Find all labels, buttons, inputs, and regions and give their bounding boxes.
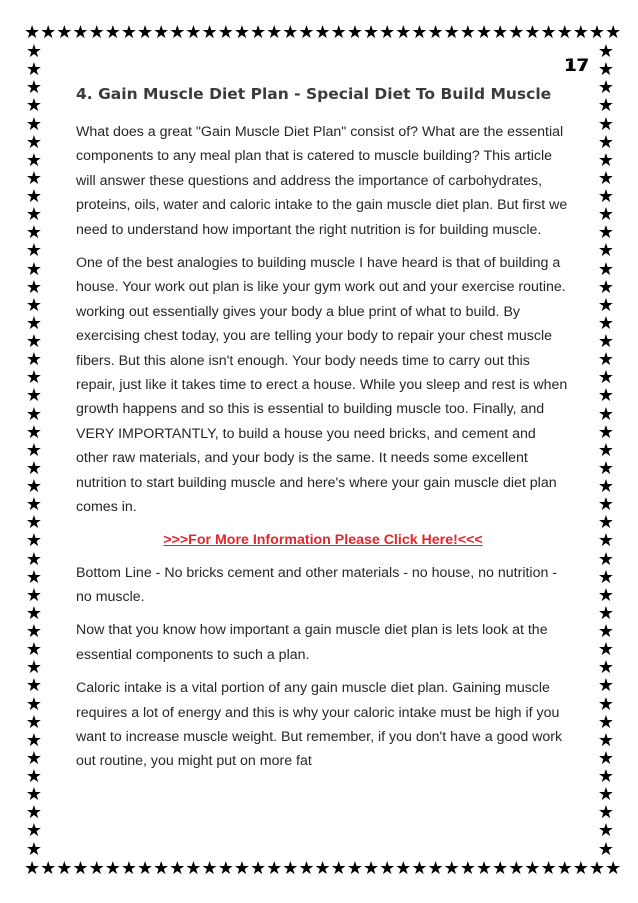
star-icon: ★: [597, 421, 615, 442]
article-body: [76, 80, 570, 783]
star-icon: ★: [597, 95, 615, 116]
star-icon: ★: [25, 802, 43, 823]
star-icon: ★: [597, 530, 615, 551]
star-icon: ★: [266, 22, 283, 42]
star-icon: ★: [597, 602, 615, 623]
star-icon: ★: [475, 858, 493, 878]
star-icon: ★: [597, 711, 615, 732]
star-icon: ★: [597, 331, 615, 351]
star-icon: ★: [379, 858, 396, 878]
star-icon: ★: [572, 22, 589, 42]
star-icon: ★: [25, 494, 43, 515]
star-icon: ★: [588, 22, 606, 42]
star-icon: ★: [572, 858, 589, 878]
star-icon: ★: [597, 747, 615, 768]
star-icon: ★: [25, 167, 43, 188]
star-icon: ★: [362, 858, 380, 878]
star-icon: ★: [233, 858, 250, 878]
star-icon: ★: [597, 494, 615, 515]
star-icon: ★: [597, 657, 615, 678]
star-icon: ★: [25, 421, 43, 442]
star-icon: ★: [492, 858, 509, 878]
star-icon: ★: [25, 294, 43, 315]
star-icon: ★: [314, 22, 331, 42]
star-icon: ★: [597, 186, 615, 206]
star-icon: ★: [597, 838, 615, 859]
star-icon: ★: [25, 439, 43, 460]
page-number: 17: [565, 56, 590, 76]
star-icon: ★: [597, 222, 615, 243]
star-icon: ★: [298, 858, 315, 878]
star-icon: ★: [597, 276, 615, 297]
star-icon: ★: [25, 548, 43, 569]
star-icon: ★: [25, 530, 43, 551]
star-icon: ★: [475, 22, 493, 42]
star-icon: ★: [597, 439, 615, 460]
star-icon: ★: [597, 240, 615, 261]
star-icon: ★: [201, 22, 218, 42]
star-icon: ★: [346, 22, 363, 42]
star-icon: ★: [597, 349, 615, 370]
star-icon: ★: [25, 621, 43, 641]
star-icon: ★: [25, 838, 43, 859]
star-icon: ★: [282, 858, 299, 878]
star-icon: ★: [25, 186, 43, 206]
star-icon: ★: [25, 204, 43, 225]
star-icon: ★: [25, 349, 43, 370]
star-icon: ★: [597, 149, 615, 170]
star-icon: ★: [201, 858, 218, 878]
star-icon: ★: [597, 820, 615, 841]
star-border-right: [596, 42, 616, 858]
star-icon: ★: [25, 457, 43, 478]
star-icon: ★: [556, 858, 573, 878]
paragraph-house-analogy: One of the best analogies to building muscle I have heard is that of building a house. Your work out plan is like your gym work out and your exercise routine. working out essentially gives your body a blue print of what to build. By exercising chest today, you are telling your body to repair your chest muscle fibers. But this alone isn't enough. Your body needs time to carry out this repair, just like it takes time to erect a house. While you sleep and rest is when growth happens and so this is essential to building muscle too. Finally, and VERY IMPORTANTLY, to build a house you need bricks, and cement and other raw materials, and your body is the same. It needs some excellent nutrition to start building muscle and here's where your gain muscle diet plan comes in.: [76, 255, 568, 516]
star-icon: ★: [524, 858, 541, 878]
star-icon: ★: [346, 858, 363, 878]
star-icon: ★: [25, 276, 43, 297]
star-icon: ★: [597, 784, 615, 805]
star-icon: ★: [362, 22, 380, 42]
star-icon: ★: [25, 131, 43, 152]
star-icon: ★: [249, 858, 267, 878]
star-icon: ★: [266, 858, 283, 878]
star-icon: ★: [25, 59, 43, 80]
star-icon: ★: [597, 77, 615, 98]
star-icon: ★: [597, 457, 615, 478]
star-icon: ★: [597, 113, 615, 134]
star-icon: ★: [597, 403, 615, 424]
star-icon: ★: [169, 858, 186, 878]
star-icon: ★: [25, 657, 43, 678]
star-icon: ★: [411, 858, 428, 878]
star-icon: ★: [540, 22, 557, 42]
star-icon: ★: [25, 784, 43, 805]
star-icon: ★: [88, 22, 105, 42]
star-icon: ★: [597, 548, 615, 569]
star-border-top: [24, 22, 622, 42]
star-icon: ★: [605, 858, 622, 878]
star-icon: ★: [556, 22, 573, 42]
star-icon: ★: [508, 22, 525, 42]
star-icon: ★: [25, 584, 43, 605]
star-icon: ★: [25, 639, 43, 660]
star-icon: ★: [597, 675, 615, 696]
star-icon: ★: [25, 476, 43, 496]
star-icon: ★: [136, 22, 154, 42]
star-icon: ★: [588, 858, 606, 878]
star-icon: ★: [597, 385, 615, 406]
star-icon: ★: [427, 858, 444, 878]
star-icon: ★: [597, 294, 615, 315]
star-icon: ★: [459, 22, 476, 42]
star-icon: ★: [217, 858, 234, 878]
star-icon: ★: [443, 22, 460, 42]
star-icon: ★: [25, 258, 43, 279]
star-icon: ★: [25, 240, 43, 261]
star-icon: ★: [25, 113, 43, 134]
paragraph-caloric-intake: Caloric intake is a vital portion of any gain muscle diet plan. Gaining muscle requires a lot of energy and this is why your caloric intake must be high if you want to increase muscle weight. But remember, if you don't have a good work out routine, you might put on more fat: [76, 680, 563, 770]
star-icon: ★: [330, 858, 347, 878]
star-icon: ★: [395, 858, 412, 878]
star-icon: ★: [25, 766, 43, 786]
star-icon: ★: [169, 22, 186, 42]
star-icon: ★: [282, 22, 299, 42]
star-icon: ★: [88, 858, 105, 878]
star-icon: ★: [56, 22, 73, 42]
star-icon: ★: [25, 95, 43, 116]
star-icon: ★: [443, 858, 460, 878]
star-icon: ★: [597, 41, 615, 61]
star-icon: ★: [25, 602, 43, 623]
star-icon: ★: [597, 167, 615, 188]
star-icon: ★: [25, 675, 43, 696]
star-icon: ★: [185, 22, 202, 42]
star-icon: ★: [597, 258, 615, 279]
star-icon: ★: [25, 729, 43, 750]
star-icon: ★: [597, 367, 615, 388]
star-icon: ★: [185, 858, 202, 878]
star-icon: ★: [56, 858, 73, 878]
star-icon: ★: [120, 22, 137, 42]
star-icon: ★: [72, 22, 89, 42]
star-icon: ★: [459, 858, 476, 878]
star-icon: ★: [25, 566, 43, 587]
star-icon: ★: [24, 858, 41, 878]
star-icon: ★: [25, 820, 43, 841]
star-icon: ★: [605, 22, 622, 42]
star-icon: ★: [411, 22, 428, 42]
star-icon: ★: [25, 711, 43, 732]
paragraph-components: Now that you know how important a gain muscle diet plan is lets look at the essential components to such a plan.: [76, 622, 548, 663]
star-icon: ★: [104, 22, 121, 42]
star-icon: ★: [597, 802, 615, 823]
star-icon: ★: [25, 222, 43, 243]
star-icon: ★: [25, 512, 43, 533]
star-icon: ★: [24, 22, 41, 42]
star-icon: ★: [597, 512, 615, 533]
star-icon: ★: [427, 22, 444, 42]
star-border-bottom: [24, 858, 622, 878]
star-icon: ★: [330, 22, 347, 42]
star-icon: ★: [597, 131, 615, 152]
star-icon: ★: [40, 858, 57, 878]
star-icon: ★: [217, 22, 234, 42]
star-icon: ★: [597, 476, 615, 496]
star-icon: ★: [25, 149, 43, 170]
star-icon: ★: [597, 766, 615, 786]
star-icon: ★: [153, 22, 170, 42]
star-icon: ★: [120, 858, 137, 878]
article-heading: 4. Gain Muscle Diet Plan - Special Diet To Build Muscle: [76, 85, 552, 103]
star-icon: ★: [314, 858, 331, 878]
star-icon: ★: [597, 312, 615, 333]
star-icon: ★: [153, 858, 170, 878]
star-icon: ★: [25, 41, 43, 61]
star-icon: ★: [249, 22, 267, 42]
more-info-link[interactable]: >>>For More Information Please Click Here!<<<: [163, 531, 483, 548]
star-icon: ★: [25, 312, 43, 333]
star-icon: ★: [25, 367, 43, 388]
star-icon: ★: [104, 858, 121, 878]
star-icon: ★: [72, 858, 89, 878]
star-icon: ★: [233, 22, 250, 42]
paragraph-bottom-line: Bottom Line - No bricks cement and other materials - no house, no nutrition - no muscle.: [76, 564, 558, 605]
paragraph-intro: What does a great "Gain Muscle Diet Plan" consist of? What are the essential components to any meal plan that is catered to muscle building? This article will answer these questions and address the importance of carbohydrates, proteins, oils, water and caloric intake to the gain muscle diet plan. But first we need to understand how important the right nutrition is for building muscle.: [76, 124, 568, 238]
star-icon: ★: [597, 621, 615, 641]
star-icon: ★: [597, 584, 615, 605]
star-icon: ★: [395, 22, 412, 42]
star-icon: ★: [25, 403, 43, 424]
more-info-link-line: [76, 529, 570, 551]
star-border-left: [24, 42, 44, 858]
star-icon: ★: [597, 566, 615, 587]
star-icon: ★: [524, 22, 541, 42]
star-icon: ★: [25, 77, 43, 98]
star-icon: ★: [25, 693, 43, 714]
star-icon: ★: [597, 59, 615, 80]
star-icon: ★: [298, 22, 315, 42]
star-icon: ★: [597, 204, 615, 225]
star-icon: ★: [25, 747, 43, 768]
star-icon: ★: [492, 22, 509, 42]
star-icon: ★: [25, 385, 43, 406]
star-icon: ★: [136, 858, 154, 878]
star-icon: ★: [25, 331, 43, 351]
star-icon: ★: [597, 693, 615, 714]
star-icon: ★: [379, 22, 396, 42]
star-icon: ★: [540, 858, 557, 878]
star-icon: ★: [597, 729, 615, 750]
star-icon: ★: [597, 639, 615, 660]
star-icon: ★: [508, 858, 525, 878]
star-icon: ★: [40, 22, 57, 42]
